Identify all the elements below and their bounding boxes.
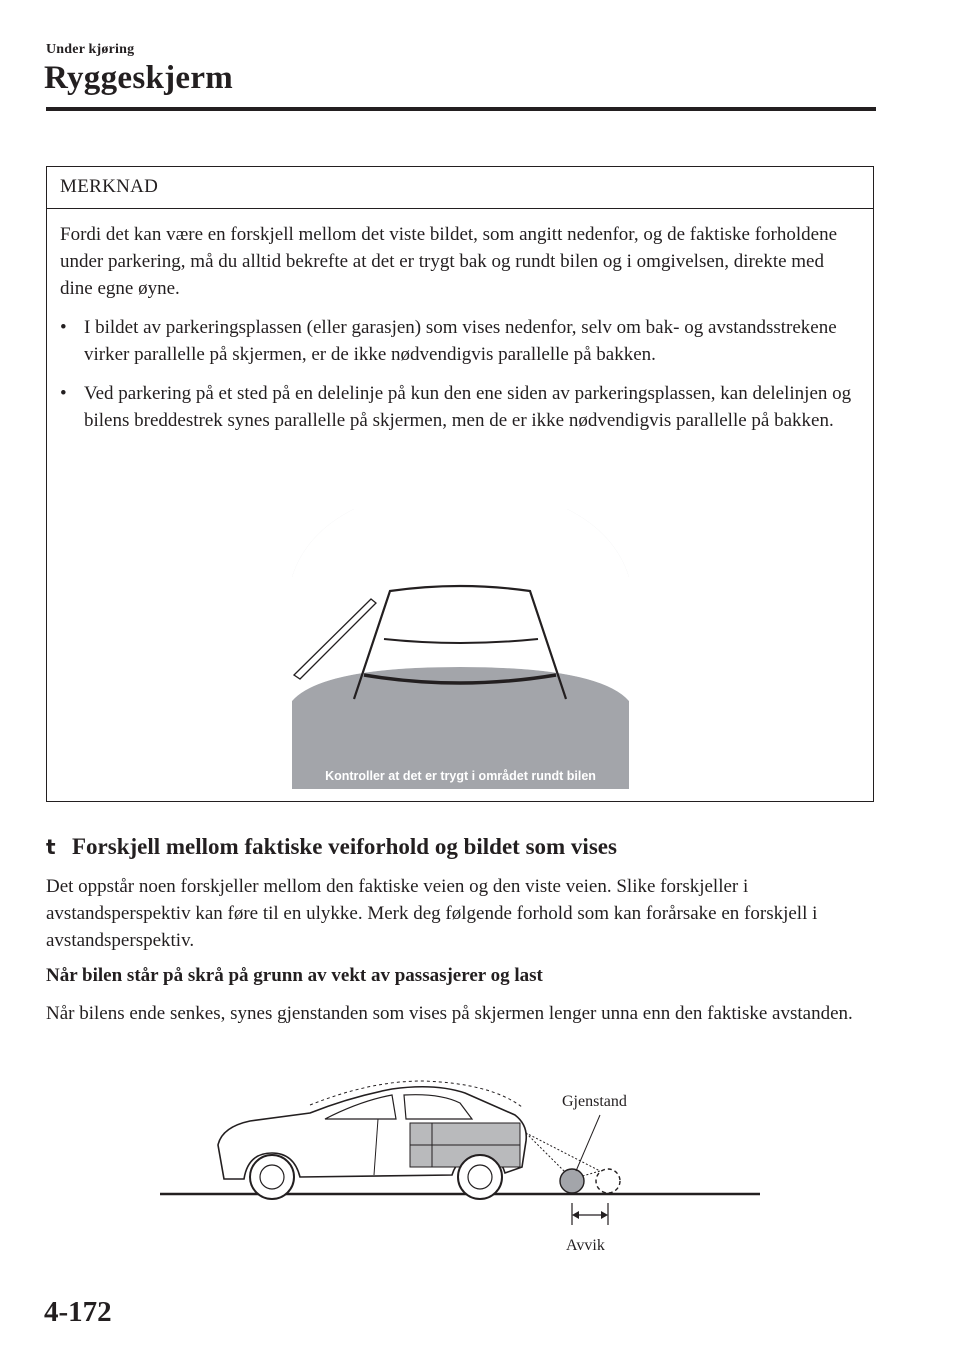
car-tilt-illustration [160,1075,765,1265]
note-body [47,209,873,434]
condition-subheading: Når bilen står på skrå på grunn av vekt av passasjerer og last [46,965,543,986]
object-apparent [596,1169,620,1193]
condition-paragraph: Når bilens ende senkes, synes gjenstanden som vises på skjermen lenger unna enn den faktiske avstanden. [46,1003,853,1024]
note-box [46,166,874,802]
note-bullets [60,314,853,434]
deviation-label: Avvik [566,1237,605,1254]
object-pointer [576,1115,600,1171]
screen-caption: Kontroller at det er trygt i området rundt bilen [325,769,596,783]
bullet-dot: • [60,317,67,338]
section-heading-text: Forskjell mellom faktiske veiforhold og bildet som vises [72,834,617,859]
note-intro: Fordi det kan være en forskjell mellom det viste bildet, som angitt nedenfor, og de faktiske forholdene under parkering, må du alltid bekrefte at det er trygt bak og rundt bilen og i omgivelsen, direkte med dine egne øyne. [60,224,837,299]
note-bullet-text: I bildet av parkeringsplassen (eller garasjen) som vises nedenfor, selv om bak- og avstandsstrekene virker parallelle på skjermen, er de ikke nødvendigvis parallelle på bakken. [84,317,837,365]
rear-camera-screen [292,509,629,789]
note-bullet-text: Ved parkering på et sted på en delelinje på kun den ene siden av parkeringsplassen, kan delelinjen og bilens breddestrek synes parallelle på skjermen, men de er ikke nødvendigvis parallelle på bakken. [84,383,852,431]
deviation-arrowhead-left [572,1211,579,1219]
section-marker: t [46,835,56,859]
note-heading: MERKNAD [47,167,873,209]
rear-camera-view-illustration [292,509,629,789]
note-bullet-item [60,380,853,434]
note-bullet-item [60,314,853,368]
front-wheel [250,1155,294,1199]
bullet-dot: • [60,383,67,404]
section-paragraph: Det oppstår noen forskjeller mellom den faktiske veien og den viste veien. Slike forskjeller i avstandsperspektiv kan føre til en ulykke. Merk deg følgende forhold som kan forårsake en forskjell i avstandsperspektiv. [46,876,818,951]
object-label: Gjenstand [562,1093,627,1110]
deviation-arrowhead-right [601,1211,608,1219]
page-number: 4-172 [44,1296,112,1328]
rear-wheel [458,1155,502,1199]
car-figure [160,1075,765,1265]
section-heading [46,834,617,860]
page-title: Ryggeskjerm [44,60,234,96]
title-rule [46,107,876,111]
object-actual [560,1169,584,1193]
section-label: Under kjøring [46,42,135,57]
